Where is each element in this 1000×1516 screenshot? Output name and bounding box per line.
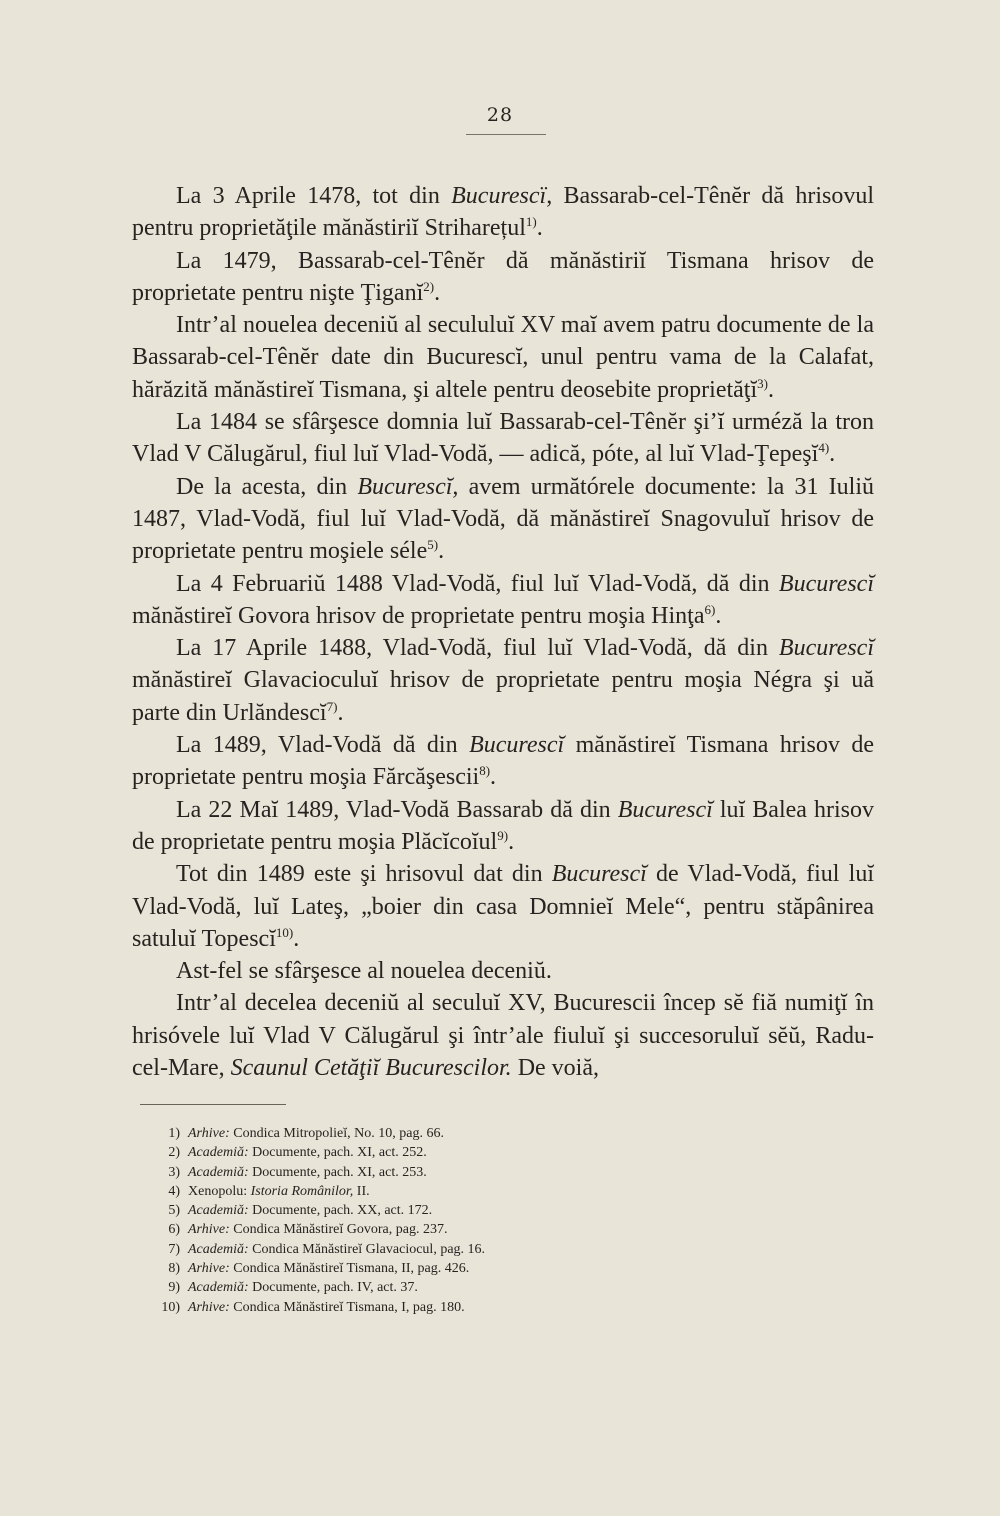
paragraph: [132, 245, 874, 310]
footnote: [140, 1143, 840, 1162]
footnote-source: Academiă:: [188, 1280, 249, 1296]
text-run: luĭ Balea hrisov de proprietate pentru moşia Plăcĭcoĭul: [132, 796, 875, 855]
italic-place-name: Bucurescĭ: [778, 635, 874, 662]
footnote-source: Academiă:: [188, 1164, 249, 1180]
footnote-text: Condica Mitropolieĭ, No. 10, pag. 66.: [229, 1126, 444, 1141]
footnote: [140, 1259, 840, 1278]
text-run: mănăstireĭ Glavacioculuĭ hrisov de proprietate pentru moşia Négra şi uă parte din Urlăndescĭ: [132, 667, 874, 726]
footnote-number: 1): [168, 1126, 180, 1141]
footnote-title: Istoria Românilor,: [250, 1183, 354, 1199]
footnote-number: 9): [168, 1280, 180, 1296]
footnote-marker: 6): [704, 601, 716, 617]
paragraph: [132, 632, 874, 729]
text-run: .: [536, 215, 543, 242]
footnote-text: Documente, pach. XX, act. 172.: [248, 1203, 433, 1219]
footnote-number: 5): [168, 1203, 180, 1219]
footnote-number: 7): [168, 1241, 180, 1257]
text-run: .: [490, 764, 497, 791]
footnote-number: 2): [168, 1145, 180, 1161]
footnote-source: Xenopolu:: [188, 1183, 248, 1199]
footnote-source: Academiă:: [188, 1241, 249, 1257]
text-run: .: [829, 441, 836, 468]
text-run: Tot din 1489 este şi hrisovul dat din: [176, 861, 552, 888]
footnote-text: Condica Mănăstireĭ Glavaciocul, pag. 16.: [248, 1241, 486, 1257]
text-run: de Vlad-Vodă, fiul luĭ Vlad-Vodă, luĭ Lateş, „boier din casa Domnieĭ Mele“, pentru stăpânirea satuluĭ Topescĭ: [132, 861, 874, 952]
footnote: [140, 1278, 840, 1297]
text-run: mănăstireĭ Tismana hrisov de proprietate pentru moşia Fărcăşescii: [132, 732, 875, 791]
footnote-separator: [140, 1104, 286, 1105]
footnote: [140, 1124, 840, 1143]
footnote-source: Academiă:: [188, 1145, 249, 1161]
paragraph: [132, 471, 874, 568]
paragraph: [132, 858, 874, 955]
footnote-number: 10): [161, 1299, 180, 1315]
text-run: La 17 Aprile 1488, Vlad-Vodă, fiul luĭ Vlad-Vodă, dă din: [176, 635, 779, 662]
footnote: [140, 1240, 840, 1259]
text-run: De la acesta, din: [176, 473, 358, 500]
text-run: .: [337, 699, 344, 726]
italic-place-name: Bucurescï,: [451, 183, 553, 209]
paragraph: [132, 987, 874, 1084]
footnote-source: Arhive:: [188, 1222, 230, 1238]
footnote-number: 3): [168, 1164, 180, 1180]
footnote-number: 8): [168, 1261, 180, 1277]
footnote-marker: 4): [818, 440, 830, 456]
text-run: De voiă,: [511, 1055, 599, 1082]
text-run: .: [438, 538, 445, 565]
text-run: mănăstireĭ Govora hrisov de proprietate pentru moşia Hinţa: [132, 602, 705, 629]
footnote-text: Condica Mănăstireĭ Tismana, II, pag. 426.: [229, 1261, 470, 1277]
footnote: [140, 1182, 840, 1201]
italic-place-name: Bucurescĭ: [469, 732, 565, 759]
footnote-text: Documente, pach. XI, act. 252.: [248, 1145, 427, 1161]
italic-place-name: Bucurescĭ: [778, 570, 874, 597]
paragraph: [132, 309, 874, 406]
italic-place-name: Bucurescĭ,: [357, 473, 459, 500]
footnote-marker: 2): [423, 278, 435, 294]
page-number-rule: [466, 134, 546, 135]
footnote-text: Condica Mănăstireĭ Tismana, I, pag. 180.: [229, 1299, 465, 1315]
italic-place-name: Bucurescĭ: [617, 796, 713, 823]
text-run: La 1489, Vlad-Vodă dă din: [176, 732, 470, 759]
paragraph: [132, 180, 874, 245]
footnote-text: Condica Mănăstireĭ Govora, pag. 237.: [229, 1222, 448, 1238]
footnotes: [140, 1124, 840, 1317]
footnote: [140, 1298, 840, 1317]
footnote-marker: 1): [525, 214, 537, 230]
footnote-source: Arhive:: [188, 1126, 230, 1141]
text-run: Intr’al decelea deceniŭ al seculuĭ XV, Bucurescii încep sĕ fiă numiţĭ în hrisóvele luĭ Vlad V Călugărul şi într’ale fiuluĭ şi succesoruluĭ sĕŭ, Radu-cel-Mare,: [132, 990, 874, 1082]
footnote: [140, 1163, 840, 1182]
text-run: La 1479, Bassarab-cel-Tênĕr dă mănăstiriĭ Tismana hrisov de proprietate pentru nişte Ţiganĭ: [132, 247, 874, 306]
text-run: .: [508, 828, 515, 855]
footnote-source: Arhive:: [188, 1299, 230, 1315]
footnote-number: 6): [168, 1222, 180, 1238]
paragraph: [132, 794, 874, 859]
footnote-marker: 8): [479, 763, 491, 779]
footnote-source: Academiă:: [188, 1203, 249, 1219]
footnote-marker: 10): [275, 924, 294, 940]
text-run: La 3 Aprile 1478, tot din: [176, 183, 452, 209]
text-run: .: [434, 279, 441, 306]
text-run: Ast-fel se sfârşesce al nouelea deceniŭ.: [176, 958, 552, 985]
footnote-marker: 9): [497, 827, 509, 843]
footnote-text: II.: [353, 1183, 370, 1199]
text-run: La 1484 se sfârşesce domnia luĭ Bassarab-cel-Tênĕr şi’ĭ urméză la tron Vlad V Călugărul, fiul luĭ Vlad-Vodă, — adică, póte, al luĭ Vlad-Ţepeşĭ: [132, 409, 874, 468]
footnote-marker: 5): [427, 537, 439, 553]
text-run: .: [715, 602, 722, 629]
footnote-source: Arhive:: [188, 1261, 230, 1277]
text-run: avem următórele documente: la 31 Iuliŭ 1487, Vlad-Vodă, fiul luĭ Vlad-Vodă, dă mănăstireĭ Snagovuluĭ hrisov de proprietate pentru moşiele séle: [132, 473, 874, 565]
footnote-text: Documente, pach. XI, act. 253.: [248, 1164, 427, 1180]
text-run: Intr’al nouelea deceniŭ al secululuĭ XV maĭ avem patru documente de la Bassarab-cel-Tênĕr date din Bucurescĭ, unul pentru vama de la Calafat, hărăzită mănăstireĭ Tismana, şi altele pentru deosebite proprietăţĭ: [132, 312, 874, 403]
text-run: La 22 Maĭ 1489, Vlad-Vodă Bassarab dă din: [176, 796, 618, 823]
body-text: [132, 180, 874, 1084]
italic-place-name: Bucurescĭ: [551, 861, 647, 888]
text-run: Bassarab-cel-Tênĕr dă hrisovul pentru proprietăţile mănăstiriĭ Striharețul: [132, 183, 875, 242]
text-run: La 4 Februariŭ 1488 Vlad-Vodă, fiul luĭ Vlad-Vodă, dă din: [176, 570, 779, 597]
italic-place-name: Scaunul Cetăţiĭ Bucurescilor.: [230, 1055, 512, 1082]
paragraph: [132, 955, 874, 987]
page-number: 28: [486, 104, 514, 126]
paragraph: [132, 406, 874, 471]
text-run: .: [767, 376, 774, 403]
paragraph: [132, 568, 874, 633]
footnote-marker: 7): [326, 698, 338, 714]
footnote-marker: 3): [757, 375, 768, 391]
footnote: [140, 1220, 840, 1239]
footnote: [140, 1201, 840, 1220]
paragraph: [132, 729, 874, 794]
footnote-number: 4): [168, 1183, 180, 1199]
text-run: .: [293, 925, 300, 952]
footnote-text: Documente, pach. IV, act. 37.: [248, 1280, 418, 1296]
